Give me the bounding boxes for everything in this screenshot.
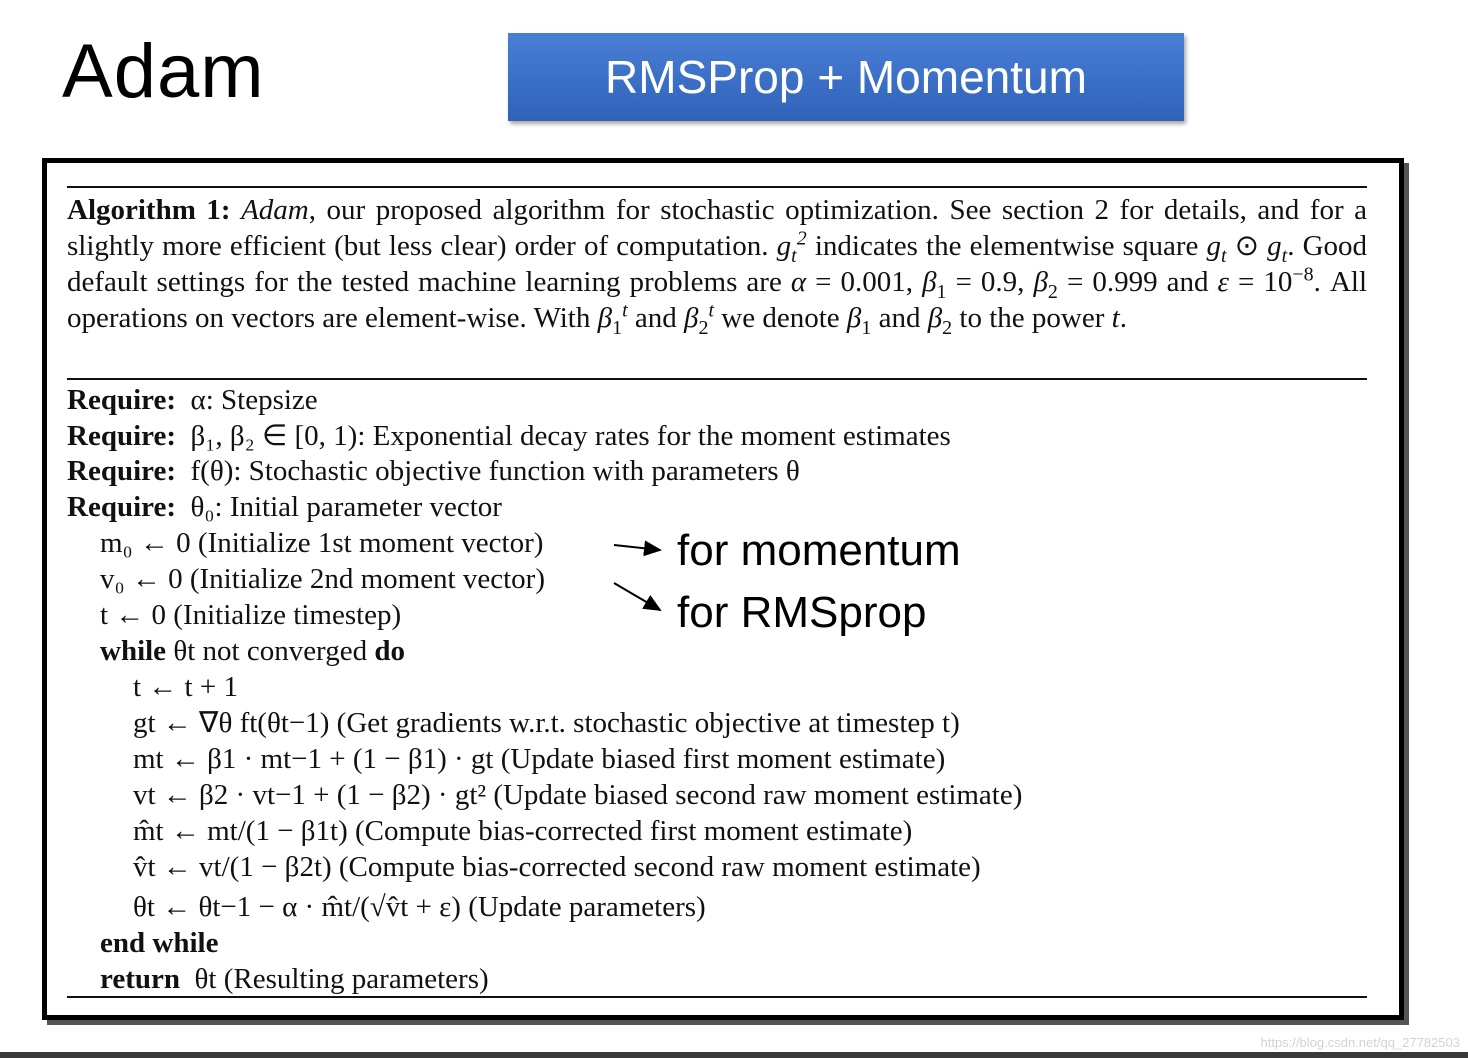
step-mhat-line: m̂t ← mt/(1 − β1t) (Compute bias-corrected first moment estimate) — [133, 815, 913, 847]
init-t-line: t ← 0 (Initialize timestep) — [100, 599, 402, 631]
caption-name: Adam — [241, 194, 309, 226]
step-t-line: t ← t + 1 — [133, 671, 238, 703]
watermark: https://blog.csdn.net/qq_27782503 — [1260, 1035, 1460, 1050]
slide-title: Adam — [62, 29, 265, 114]
banner: RMSProp + Momentum — [508, 33, 1184, 121]
while-line: while θt not converged do — [100, 635, 405, 667]
step-vhat-line: v̂t ← vt/(1 − β2t) (Compute bias-corrected second raw moment estimate) — [133, 851, 981, 883]
bottom-bar — [0, 1052, 1468, 1058]
annotation-rmsprop: for RMSprop — [677, 588, 927, 637]
caption-label: Algorithm 1: — [67, 194, 231, 226]
require-line-3: Require: f(θ): Stochastic objective function with parameters θ — [67, 455, 800, 487]
require-line-4: Require: θ₀: Initial parameter vector — [67, 491, 502, 523]
step-m-line: mt ← β1 · mt−1 + (1 − β1) · gt (Update biased first moment estimate) — [133, 743, 946, 775]
return-line: return θt (Resulting parameters) — [100, 963, 489, 995]
arrow-momentum — [614, 545, 660, 550]
step-v-line: vt ← β2 · vt−1 + (1 − β2) · gt² (Update biased second raw moment estimate) — [133, 779, 1023, 811]
annotation-momentum: for momentum — [677, 526, 961, 575]
end-while-line: end while — [100, 927, 219, 959]
init-m-line: m₀ ← 0 (Initialize 1st moment vector) — [100, 527, 544, 559]
init-v-line: v₀ ← 0 (Initialize 2nd moment vector) — [100, 563, 545, 595]
require-line-1: Require: α: Stepsize — [67, 384, 318, 416]
algorithm-caption: Algorithm 1: Adam, our proposed algorithm for stochastic optimization. See section 2 for details, and for a slightly more efficient (but less clear) order of computation. $g_t^2$ indicates the elementwise square $g_t$ ⊙ $g_t$. Good default settings for the tested machine learning problems are α = 0.001, $\beta_1 = 0.9$, $\beta_2 = 0.999$ and $\varepsilon = 10^{-8}$. All operations on vectors are element-wise. With $\beta_1^t$ and $\beta_2^t$ we denote $\beta_1$ and $\beta_2$ to the power t. — [67, 194, 1368, 339]
require-line-2: Require: β₁, β₂ ∈ [0, 1): Exponential decay rates for the moment estimates — [67, 420, 951, 452]
arrow-rmsprop — [614, 583, 660, 610]
caption-text: , our proposed algorithm for stochastic optimization. See section 2 for details, and for a slightly more efficient (but less clear) order of computation. — [67, 194, 1367, 262]
step-g-line: gt ← ∇θ ft(θt−1) (Get gradients w.r.t. stochastic objective at timestep t) — [133, 707, 960, 739]
step-theta-line: θt ← θt−1 − α · m̂t/(√v̂t + ε) (Update parameters) — [133, 891, 706, 923]
